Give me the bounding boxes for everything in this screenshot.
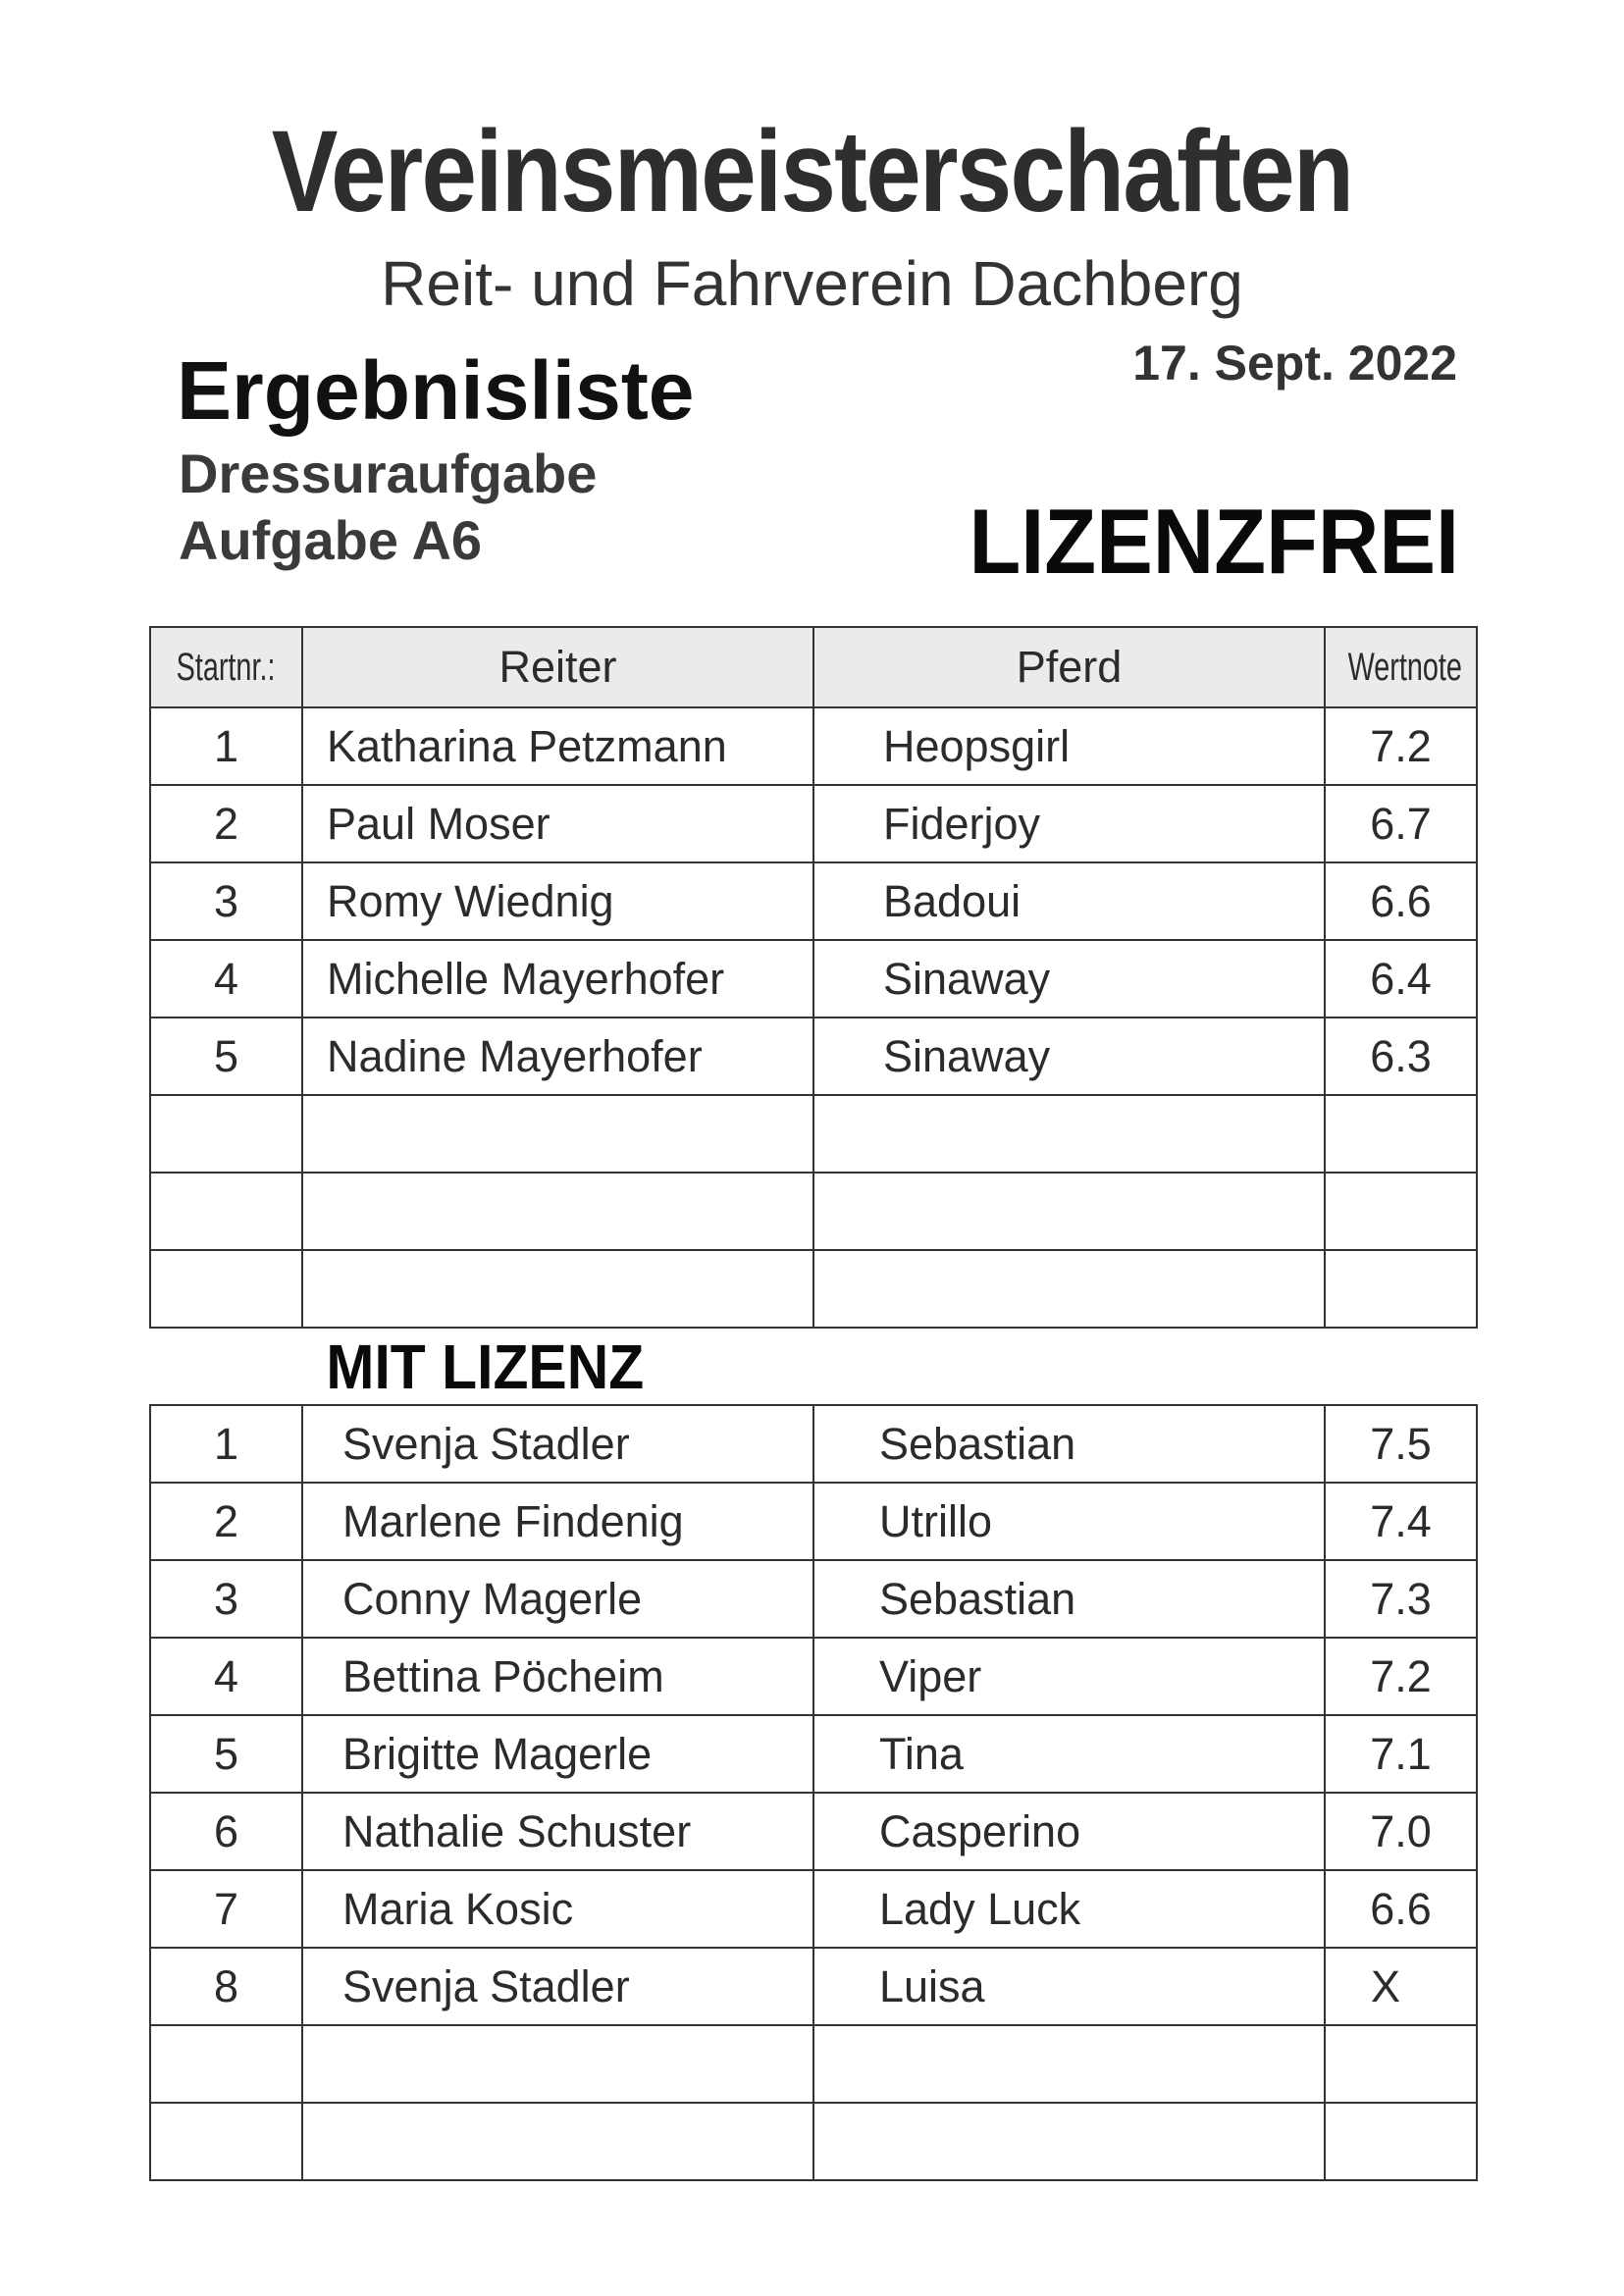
table-row	[150, 1483, 1477, 1560]
start-number-cell: 4	[150, 940, 302, 1018]
rider-cell: Marlene Findenig	[302, 1483, 813, 1560]
table-row	[150, 1560, 1477, 1638]
score-cell: 7.2	[1325, 707, 1477, 785]
table-row	[150, 1793, 1477, 1870]
event-date: 17. Sept. 2022	[1132, 336, 1457, 391]
start-number-cell: 5	[150, 1715, 302, 1793]
results-table	[149, 626, 1478, 2181]
start-number-cell: 2	[150, 785, 302, 862]
task-label: Aufgabe A6	[179, 509, 483, 571]
rider-cell: Nadine Mayerhofer	[302, 1018, 813, 1095]
score-cell: 7.5	[1325, 1405, 1477, 1483]
start-number-cell: 6	[150, 1793, 302, 1870]
club-name: Reit- und Fahrverein Dachberg	[381, 248, 1243, 319]
table-header-row	[150, 627, 1477, 707]
rider-cell: Svenja Stadler	[302, 1405, 813, 1483]
horse-cell: Viper	[813, 1638, 1325, 1715]
horse-cell: Badoui	[813, 862, 1325, 940]
rider-cell: Conny Magerle	[302, 1560, 813, 1638]
score-cell: 7.3	[1325, 1560, 1477, 1638]
table-row	[150, 1405, 1477, 1483]
table-row	[150, 785, 1477, 862]
horse-cell: Fiderjoy	[813, 785, 1325, 862]
rider-cell: Romy Wiednig	[302, 862, 813, 940]
horse-cell: Sinaway	[813, 940, 1325, 1018]
start-number-cell: 5	[150, 1018, 302, 1095]
table-row	[150, 1018, 1477, 1095]
table-row	[150, 1638, 1477, 1715]
start-number-cell: 8	[150, 1948, 302, 2025]
empty-row	[150, 2025, 1477, 2103]
rider-cell: Maria Kosic	[302, 1870, 813, 1948]
rider-cell: Bettina Pöcheim	[302, 1638, 813, 1715]
start-number-cell: 7	[150, 1870, 302, 1948]
rider-cell: Brigitte Magerle	[302, 1715, 813, 1793]
category-with-license: MIT LIZENZ	[326, 1331, 645, 1402]
discipline-label: Dressuraufgabe	[179, 443, 598, 504]
horse-cell: Sebastian	[813, 1405, 1325, 1483]
table-row	[150, 940, 1477, 1018]
table-row	[150, 1870, 1477, 1948]
start-number-cell: 2	[150, 1483, 302, 1560]
start-number-cell: 3	[150, 1560, 302, 1638]
results-heading: Ergebnisliste	[177, 344, 695, 437]
start-number-cell: 1	[150, 707, 302, 785]
start-number-cell: 3	[150, 862, 302, 940]
rider-cell: Svenja Stadler	[302, 1948, 813, 2025]
score-cell: 6.6	[1325, 862, 1477, 940]
horse-cell: Luisa	[813, 1948, 1325, 2025]
table-row	[150, 862, 1477, 940]
table-row	[150, 1948, 1477, 2025]
rider-cell: Michelle Mayerhofer	[302, 940, 813, 1018]
column-header-start-number: Startnr.:	[150, 627, 302, 707]
table-row	[150, 1715, 1477, 1793]
score-cell: 7.4	[1325, 1483, 1477, 1560]
horse-cell: Tina	[813, 1715, 1325, 1793]
column-header-horse: Pferd	[813, 627, 1325, 707]
score-cell: 6.3	[1325, 1018, 1477, 1095]
table-row	[150, 707, 1477, 785]
document-title: Vereinsmeisterschaften	[271, 107, 1353, 236]
score-cell: 7.0	[1325, 1793, 1477, 1870]
rider-cell: Katharina Petzmann	[302, 707, 813, 785]
score-cell: 7.2	[1325, 1638, 1477, 1715]
score-cell: 6.7	[1325, 785, 1477, 862]
rider-cell: Paul Moser	[302, 785, 813, 862]
horse-cell: Utrillo	[813, 1483, 1325, 1560]
start-number-cell: 1	[150, 1405, 302, 1483]
column-header-score: Wertnote	[1325, 627, 1477, 707]
empty-row	[150, 1173, 1477, 1250]
section-header-row	[150, 1328, 1477, 1405]
start-number-cell: 4	[150, 1638, 302, 1715]
horse-cell: Casperino	[813, 1793, 1325, 1870]
empty-row	[150, 1250, 1477, 1328]
rider-cell: Nathalie Schuster	[302, 1793, 813, 1870]
horse-cell: Lady Luck	[813, 1870, 1325, 1948]
empty-row	[150, 1095, 1477, 1173]
horse-cell: Sinaway	[813, 1018, 1325, 1095]
empty-row	[150, 2103, 1477, 2180]
horse-cell: Sebastian	[813, 1560, 1325, 1638]
score-cell: 6.6	[1325, 1870, 1477, 1948]
horse-cell: Heopsgirl	[813, 707, 1325, 785]
column-header-rider: Reiter	[302, 627, 813, 707]
category-license-free: LIZENZFREI	[969, 490, 1459, 593]
score-cell: X	[1325, 1948, 1477, 2025]
score-cell: 7.1	[1325, 1715, 1477, 1793]
score-cell: 6.4	[1325, 940, 1477, 1018]
